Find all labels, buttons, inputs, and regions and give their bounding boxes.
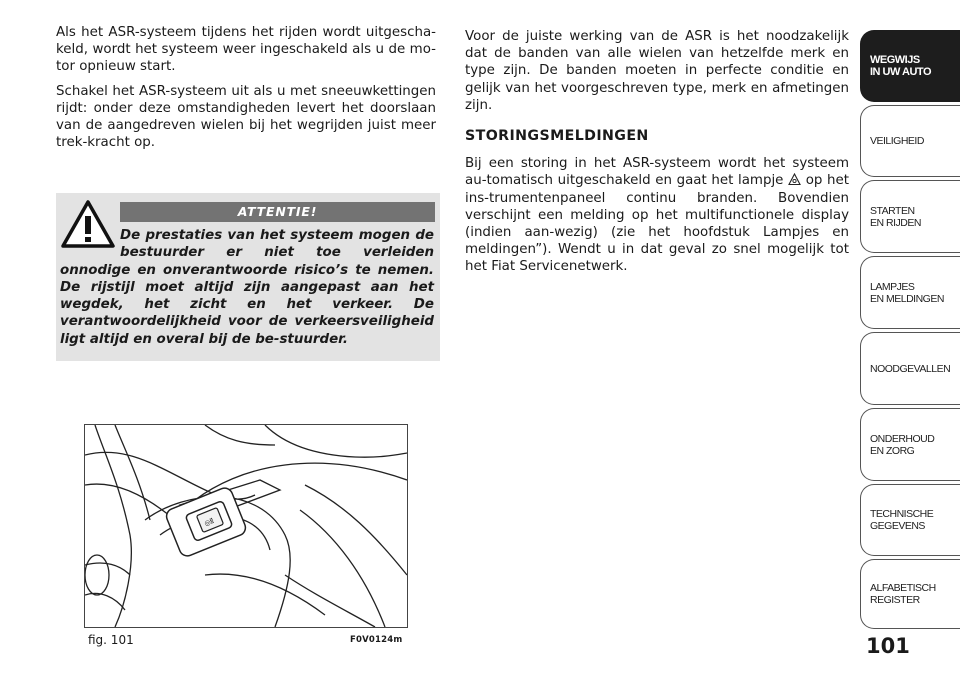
warning-title: ATTENTIE! — [120, 202, 435, 222]
warning-body: De prestaties van het systeem mogen de bestuurder er niet toe verleiden onnodige en onverantwoorde risico’s te nemen. De rijstijl moet altijd zijn aangepast aan het wegdek, het zicht en het verkeer. De verantwoordelijkheid voor de verkeersveiligheid ligt altijd en overal bij de be-stuurder. — [60, 228, 434, 347]
tab-veiligheid[interactable]: VEILIGHEID — [860, 105, 960, 177]
paragraph-malfunction: Bij een storing in het ASR-systeem wordt het systeem au-tomatisch uitgeschakeld en gaat het lampje op het ins-trumentenpaneel continu branden. Bovendien verschijnt een melding op het multifunctionele display (indien aan-wezig) (zie het hoofdstuk Lampjes en meldingen”). Wendt u in dat geval zo snel mogelijk tot het Fiat Servicenetwerk. — [465, 156, 849, 275]
warning-box — [56, 193, 440, 361]
asr-button-illustration — [85, 425, 407, 627]
tab-onderhoud[interactable]: ONDERHOUD EN ZORG — [860, 408, 960, 481]
paragraph-asr-restart: Als het ASR-systeem tijdens het rijden wordt uitgescha-keld, wordt het systeem weer ingeschakeld als u de mo-tor opnieuw start. — [56, 25, 436, 75]
tab-technische[interactable]: TECHNISCHE GEGEVENS — [860, 484, 960, 556]
asr-warning-light-icon — [788, 173, 801, 186]
figure-asr-button — [84, 424, 408, 628]
right-column — [465, 28, 849, 283]
tab-starten[interactable]: STARTEN EN RIJDEN — [860, 180, 960, 253]
left-column — [56, 24, 436, 158]
figure-label: fig. 101 — [88, 633, 134, 647]
tab-noodgevallen[interactable]: NOODGEVALLEN — [860, 332, 960, 405]
svg-text:◎⦙⦙: ◎⦙⦙ — [203, 517, 215, 528]
tab-lampjes[interactable]: LAMPJES EN MELDINGEN — [860, 256, 960, 329]
figure-code: F0V0124m — [350, 635, 403, 645]
paragraph-snow-chains: Schakel het ASR-systeem uit als u met sneeuwkettingen rijdt: onder deze omstandigheden levert het doorslaan van de aangedreven wielen bij het wegrijden juist meer trek-kracht op. — [56, 83, 436, 151]
tab-wegwijs[interactable]: WEGWIJS IN UW AUTO — [860, 30, 960, 102]
paragraph-tyres: Voor de juiste werking van de ASR is het noodzakelijk dat de banden van alle wielen van hetzelfde merk en type zijn. De banden moeten in perfecte conditie en gelijk van het voorgeschreven type, merk en afmetingen zijn. — [465, 29, 849, 113]
section-heading: STORINGSMELDINGEN — [465, 128, 649, 145]
tab-alfabetisch[interactable]: ALFABETISCH REGISTER — [860, 559, 960, 629]
page-number: 101 — [866, 634, 910, 658]
warning-text — [60, 227, 434, 348]
